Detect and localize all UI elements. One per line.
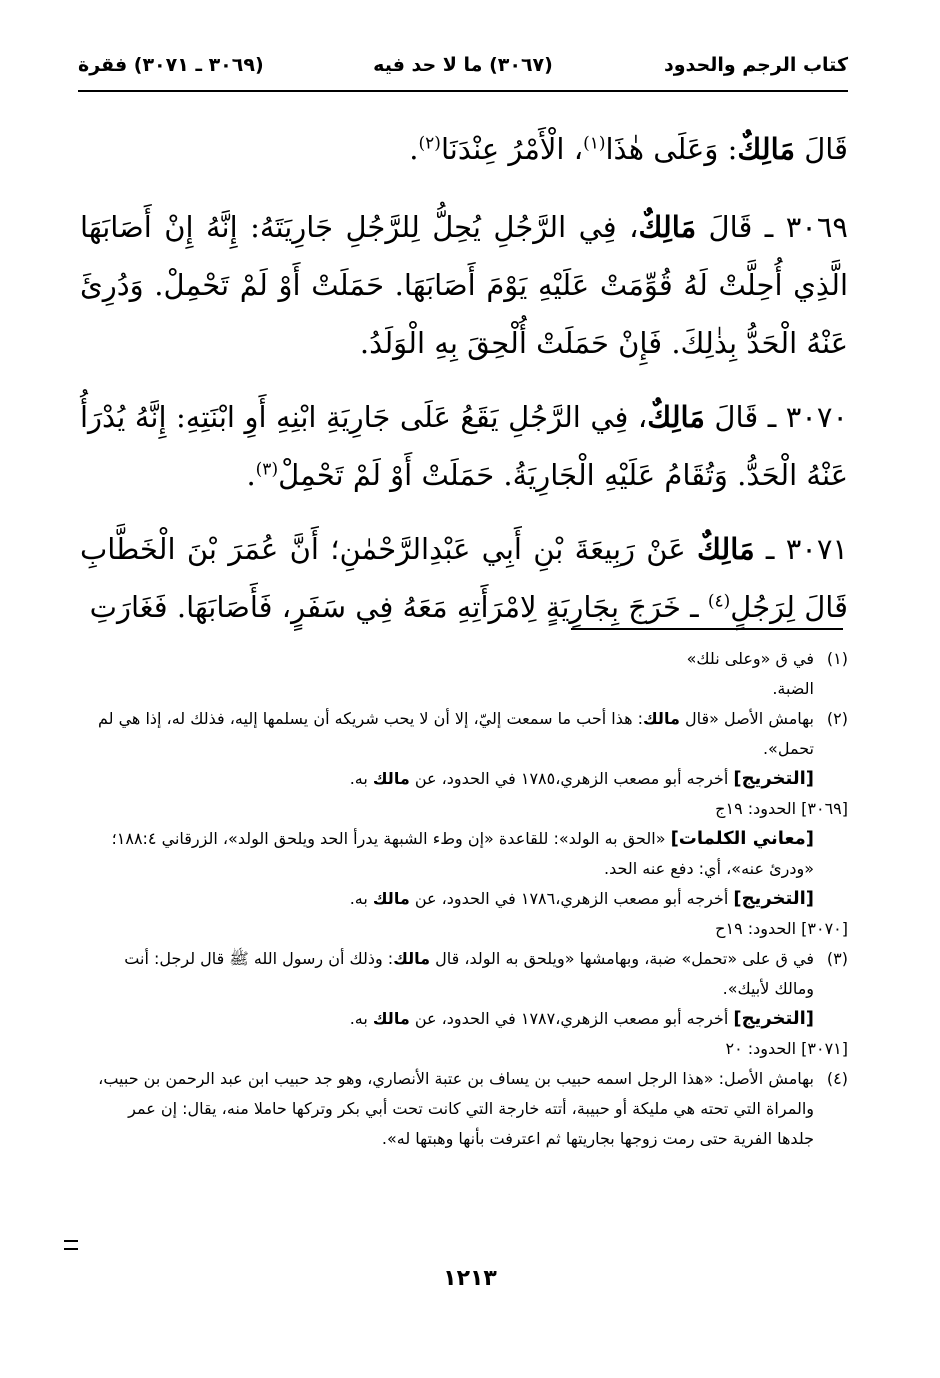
imam-name: مَالِكٌ (696, 532, 755, 566)
continuation-mark (64, 1240, 78, 1250)
footnote-text: بهامش الأصل «قال (679, 709, 814, 728)
takhrij-text: به. (349, 1009, 373, 1028)
main-text (80, 120, 848, 652)
book-title: كتاب الرجم والحدود (663, 54, 848, 76)
takhrij-text: أخرجه أبو مصعب الزهري،١٧٨٦ في الحدود، عن (409, 889, 734, 908)
paragraph-text: : وَعَلَى هٰذَا (605, 132, 738, 166)
takhrij-text: أخرجه أبو مصعب الزهري،١٧٨٧ في الحدود، عن (409, 1009, 734, 1028)
paragraph-intro (80, 120, 848, 178)
paragraph-number: ٣٠٧١ ـ (765, 532, 848, 566)
ref-3071: [٣٠٧١] الحدود: ٢٠ (725, 1039, 848, 1058)
maani-label: [معاني الكلمات] (670, 828, 814, 849)
paragraph-number: ٣٠٦٩ ـ (764, 210, 849, 244)
ref-3070: [٣٠٧٠] الحدود: ١٩ح (715, 919, 848, 938)
footnote-3 (88, 944, 848, 1004)
footnote-text: في ق «وعلى نلك» (686, 649, 814, 668)
footnote-1 (88, 644, 848, 704)
footnote-text: : وذلك أن رسول الله ﷺ قال لرجل: أنت ومالك لأبيك». (124, 949, 814, 998)
footnote-number: (١) (826, 649, 848, 668)
paragraph-3069 (80, 198, 848, 372)
footnote-ref-4[interactable]: (٤) (707, 591, 731, 612)
footnote-2 (88, 704, 848, 764)
qala-word: قَالَ (714, 400, 759, 434)
imam-name: مَالِكٌ (737, 132, 795, 166)
paragraph-text: ، الْأَمْرُ عِنْدَنَا (440, 132, 584, 166)
takhrij-text: به. (349, 769, 373, 788)
footnote-text: في ق على «تحمل» ضبة، وبهامشها «ويلحق به الولد، قال (430, 949, 814, 968)
qala-word: قَالَ (804, 132, 848, 166)
running-header (78, 48, 848, 92)
paragraph-text: ، فِي الرَّجُلِ يَقَعُ عَلَى جَارِيَةِ ابْنِهِ أَوِ ابْنَتِهِ: إِنَّهُ يُدْرَأُ عَنْهُ الْحَدُّ. وَتُقَامُ عَلَيْهِ الْجَارِيَةُ. حَمَلَتْ أَوْ لَمْ تَحْمِلْ (80, 400, 848, 492)
footnote-text-cont: الضبة. (772, 679, 814, 698)
footnote-number: (٣) (826, 949, 848, 968)
imam-name: مَالِكٌ (647, 400, 705, 434)
footnotes (88, 644, 848, 1154)
qala-word: قَالَ (708, 210, 753, 244)
paragraph-text: عَنْ رَبِيعَةَ بْنِ أَبِي عَبْدِالرَّحْمٰنِ؛ أَنَّ عُمَرَ بْنَ الْخَطَّابِ قَالَ لِرَجُلٍ (80, 532, 848, 624)
page-number: ١٢١٣ (443, 1266, 497, 1291)
paragraph-text: ، فِي الرَّجُلِ يُحِلُّ لِلرَّجُلِ جَارِيَتَهُ: إِنَّهُ إِنْ أَصَابَهَا الَّذِي أُحِلَّتْ لَهُ قُوِّمَتْ عَلَيْهِ يَوْمَ أَصَابَهَا. حَمَلَتْ أَوْ لَمْ تَحْمِلْ. وَدُرِئَ عَنْهُ الْحَدُّ بِذٰلِكَ. فَإِنْ حَمَلَتْ أُلْحِقَ بِهِ الْوَلَدُ. (80, 210, 848, 360)
imam-name: مالك (372, 1009, 410, 1028)
footnote-ref-3[interactable]: (٣) (255, 459, 279, 480)
paragraph-range: (٣٠٦٩ ـ ٣٠٧١) فقرة (78, 54, 264, 76)
takhrij-3069 (88, 764, 848, 794)
imam-name: مالك (372, 889, 410, 908)
takhrij-label: [التخريج] (733, 1008, 814, 1029)
takhrij-text: أخرجه أبو مصعب الزهري،١٧٨٥ في الحدود، عن (409, 769, 734, 788)
footnote-text: : هذا أحب ما سمعت إليّ، إلا أن لا يحب شريكه أن يسلمها إليه، فذلك له، إذا هي لم تحمل». (97, 709, 814, 758)
ref-3069: [٣٠٦٩] الحدود: ١٩ج (715, 799, 848, 818)
maani-text: «الحق به الولد»: للقاعدة «إن وطء الشبهة يدرأ الحد ويلحق الولد»، الزرقاني ١٨٨:٤؛ «ودرئ عنه»، أي: دفع عنه الحد. (111, 829, 814, 878)
takhrij-3071 (88, 1004, 848, 1034)
footnote-4 (88, 1064, 848, 1154)
footnote-text: بهامش الأصل: «هذا الرجل اسمه حبيب بن يساف بن عتبة الأنصاري، وهو جد حبيب ابن عبد الرحمن بن حبيب، والمراة التي تحته هي مليكة أو حبيبة، أتته خارجة التي كانت تحت أبي بكر وتركها حاملا منه، يقال: إن عمر جلدها الفرية حتى رمت زوجها بجاريتها ثم اعترفت بأنها وهبتها له». (98, 1069, 814, 1148)
takhrij-label: [التخريج] (733, 888, 814, 909)
footnote-number: (٢) (826, 709, 848, 728)
imam-name: مالك (393, 949, 431, 968)
footnote-separator (571, 628, 843, 630)
takhrij-label: [التخريج] (733, 768, 814, 789)
imam-name: مالك (643, 709, 680, 728)
imam-name: مالك (372, 769, 410, 788)
footnote-ref-2[interactable]: (٢) (418, 133, 441, 154)
punctuation: . (409, 132, 419, 166)
punctuation: . (246, 458, 256, 492)
takhrij-text: به. (349, 889, 373, 908)
takhrij-3070 (88, 884, 848, 914)
paragraph-3071 (80, 520, 848, 636)
maani-3069 (88, 824, 848, 884)
paragraph-3070 (80, 388, 848, 504)
paragraph-number: ٣٠٧٠ ـ (767, 400, 849, 434)
footnote-ref-1[interactable]: (١) (583, 133, 606, 154)
imam-name: مَالِكٌ (638, 210, 697, 244)
footnote-number: (٤) (826, 1069, 848, 1088)
paragraph-text: ـ خَرَجَ بِجَارِيَةٍ لِامْرَأَتِهِ مَعَهُ فِي سَفَرٍ، فَأَصَابَهَا. فَغَارَتِ (89, 590, 708, 624)
chapter-title: (٣٠٦٧) ما لا حد فيه (373, 54, 553, 76)
